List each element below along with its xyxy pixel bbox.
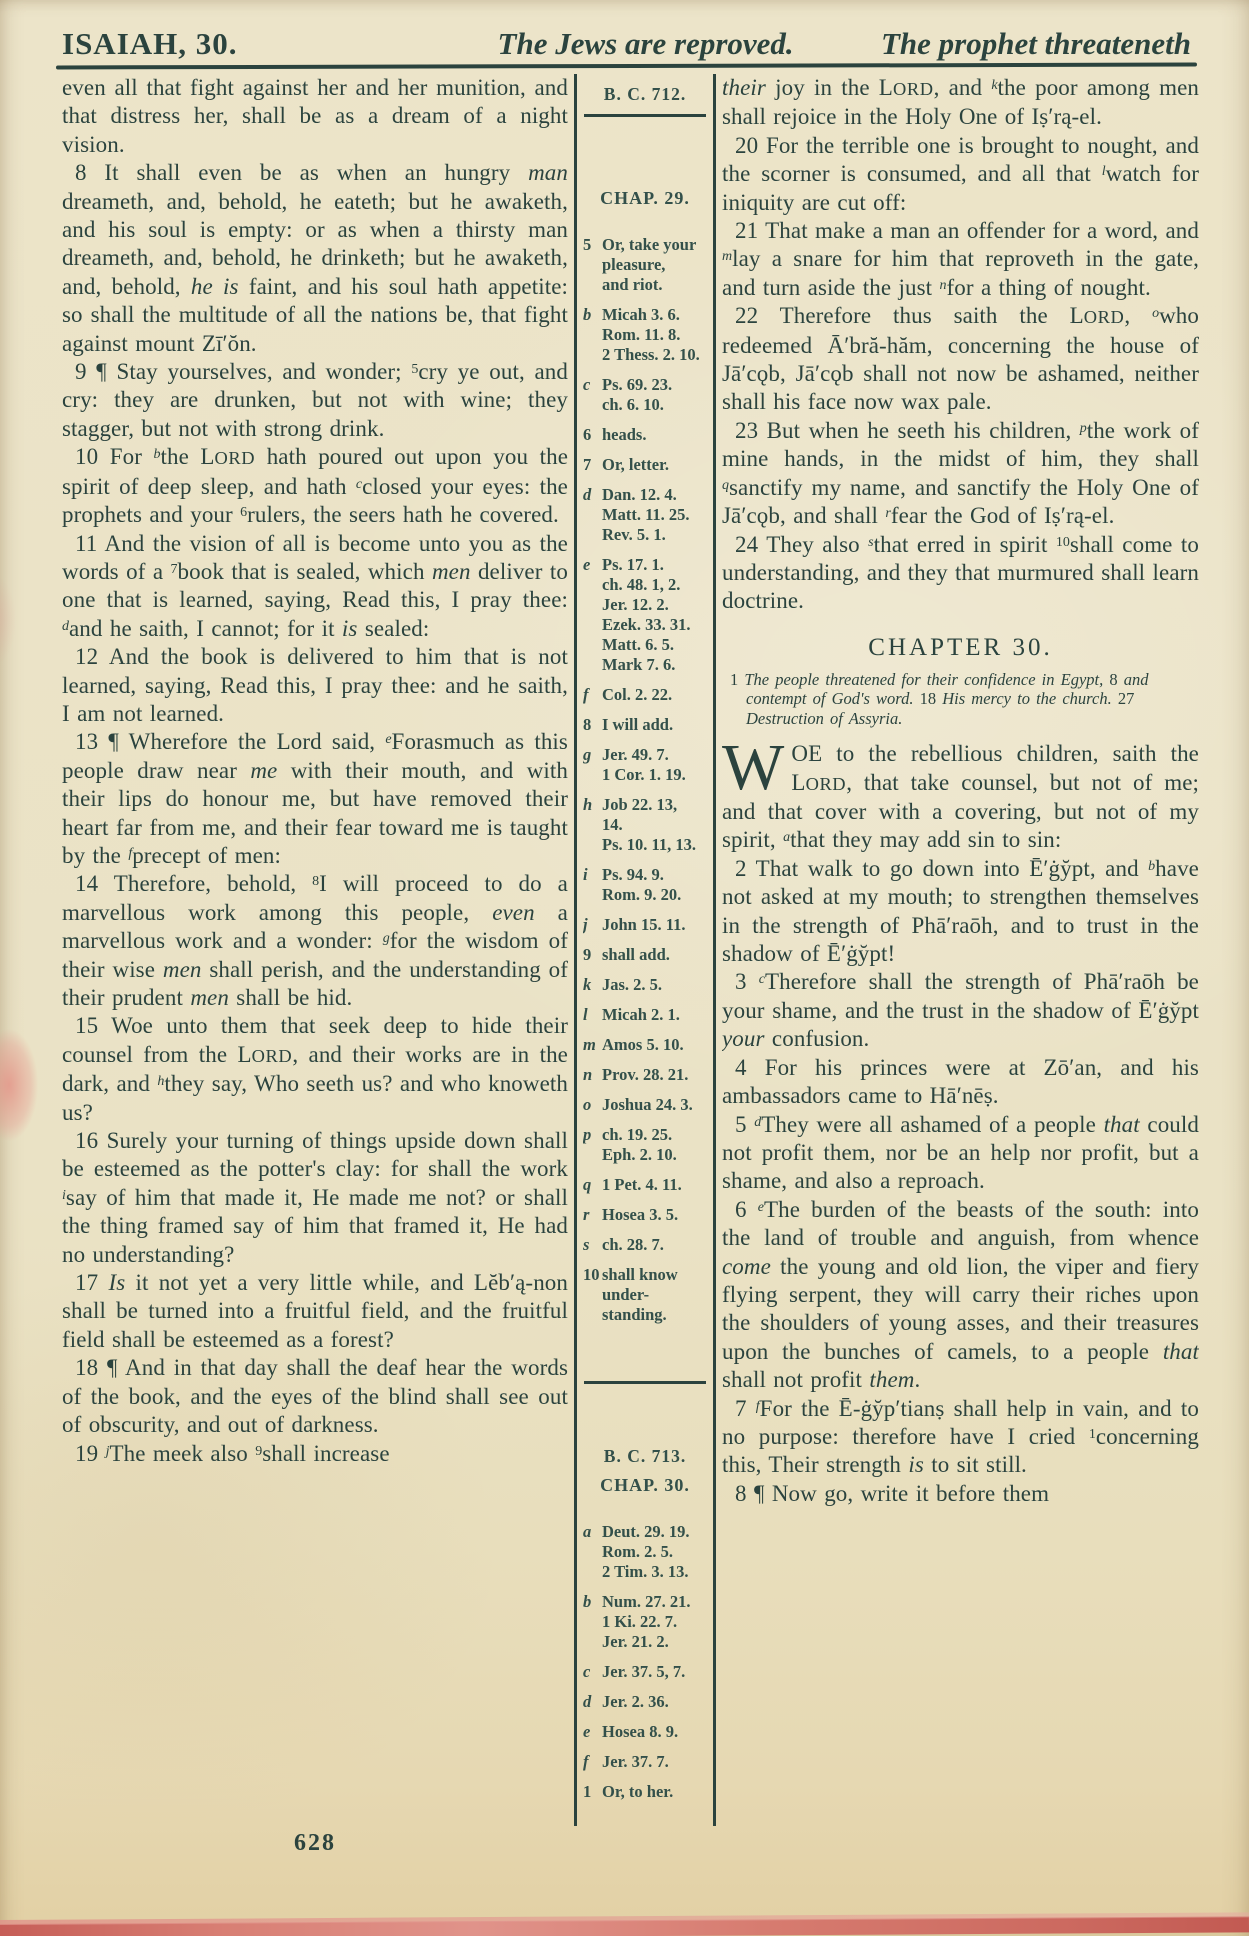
note-line: Matt. 6. 5. xyxy=(602,635,674,654)
note-line: shall add. xyxy=(602,945,670,964)
margin-note xyxy=(583,1205,707,1225)
note-tag: d xyxy=(583,485,592,504)
margin-note xyxy=(583,1752,707,1772)
margin-note xyxy=(583,915,707,935)
note-line: Job 22. 13, xyxy=(602,795,678,814)
page-number: 628 xyxy=(294,1830,336,1856)
note-tag: g xyxy=(583,745,592,764)
note-tag: 7 xyxy=(583,455,592,474)
footnote-marker: k xyxy=(991,78,998,93)
note-tag: b xyxy=(583,1592,592,1611)
note-line: ch. 28. 7. xyxy=(602,1235,664,1254)
verse: WOE to the rebellious children, saith the LORD, that take counsel, but not of me; and that cover with a covering, but not of my spirit, $^a$that they may add sin to sin: xyxy=(722,731,1199,853)
note-tag: 5 xyxy=(583,235,592,254)
verse: even all that fight against her and her munition, and that distress her, shall be as a dream of a night vision. xyxy=(62,75,568,157)
note-line: Ezek. 33. 31. xyxy=(602,615,691,634)
verse: 18 ¶ And in that day shall the deaf hear the words of the book, and the eyes of the blind shall see out of obscurity, and out of darkness. xyxy=(62,1355,568,1438)
verse: 23 But when he seeth his children, $^p$the work of mine hands, in the midst of him, they shall $^q$sanctify my name, and sanctify the Holy One of Jā′cǫb, and shall $^r$fear the God of Iṣ′rą-el. xyxy=(722,417,1199,529)
verse: 8 It shall even be as when an hungry man dreameth, and, behold, he eateth; but he awaketh, and his soul is empty: or as when a thirsty man dreameth, and, behold, he drinketh; but he awaketh, and, behold, he is faint, and his soul hath appetite: so shall the multitude of all the nations be, that fight against mount Zī′ŏn. xyxy=(62,160,568,356)
book-chapter-title: ISAIAH, 30. xyxy=(62,26,238,61)
note-line: pleasure, xyxy=(602,255,666,274)
verse: 13 ¶ Wherefore the Lord said, $^e$Forasmuch as this people draw near me with their mouth, and with their lips do honour me, but have removed their heart far from me, and their fear toward me is taught by the $^f$precept of men: xyxy=(62,729,568,868)
chapter-30-summary: 1 The people threatened for their confidence in Egypt, 8 and contempt of God's word. 18 His mercy to the church. 27 Destruction of Assyria. xyxy=(730,669,1149,728)
verse: 5 $^d$They were all ashamed of a people that could not profit them, nor be an help nor profit, but a shame, and also a reproach. xyxy=(722,1111,1199,1194)
margin-note xyxy=(583,235,707,295)
note-line: and riot. xyxy=(602,275,663,294)
chap-30-verses xyxy=(722,731,1199,1508)
running-head-right: The prophet threateneth xyxy=(880,26,1191,61)
footnote-marker: n xyxy=(939,277,947,293)
verse: their joy in the LORD, and $^k$the poor among men shall rejoice in the Holy One of Iṣ′rą-el. xyxy=(722,75,1199,130)
margin-note xyxy=(583,795,707,855)
margin-note xyxy=(583,865,707,905)
margin-note xyxy=(583,1782,707,1802)
margin-note xyxy=(583,1035,707,1055)
note-line: Ps. 94. 9. xyxy=(602,865,664,884)
margin-note xyxy=(583,455,707,475)
footnote-marker: a xyxy=(783,830,791,846)
page-edge-smudge-faint xyxy=(0,560,24,680)
note-line: Jer. 49. 7. xyxy=(602,745,669,764)
margin-notes-chap-30 xyxy=(583,1522,707,1802)
verse: 7 $^f$For the Ē-ġy̆p′tianṣ shall help in vain, and to no purpose: therefore have I cried $^1$concerning this, Their strength is to sit still. xyxy=(722,1395,1199,1478)
margin-note xyxy=(583,1235,707,1255)
drop-cap: W xyxy=(722,731,785,805)
verse: 6 $^e$The burden of the beasts of the south: into the land of trouble and anguish, from whence come the young and old lion, the viper and fiery flying serpent, they will carry their riches upon the shoulders of young asses, and their treasures upon the bunches of camels, to a people that shall not profit them. xyxy=(722,1196,1199,1393)
bc-date-bottom: B. C. 713. xyxy=(603,1446,687,1466)
note-line: Col. 2. 22. xyxy=(602,685,673,704)
left-text-column xyxy=(62,74,568,1826)
column-divider-left xyxy=(574,74,577,1826)
note-tag: m xyxy=(583,1035,596,1054)
note-line: ch. 48. 1, 2. xyxy=(602,575,681,594)
margin-note xyxy=(583,1522,707,1582)
note-tag: h xyxy=(583,795,593,814)
page-edge-smudge xyxy=(0,1010,48,1160)
note-line: Rom. 11. 8. xyxy=(602,325,681,344)
verse: 10 For $^b$the LORD hath poured out upon you the spirit of deep sleep, and hath $^c$closed your eyes: the prophets and your $^6$rulers, the seers hath he covered. xyxy=(62,444,568,528)
footnote-marker: c xyxy=(758,972,765,988)
footnote-marker: p xyxy=(1079,420,1087,436)
note-line: standing. xyxy=(602,1305,667,1324)
margin-note xyxy=(583,425,707,445)
chap-30-label: CHAP. 30. xyxy=(600,1475,690,1495)
running-head-left: The Jews are reproved. xyxy=(497,26,794,61)
verse: 17 Is it not yet a very little while, and Lĕb′ą-non shall be turned into a fruitful field, and the fruitful field shall be esteemed as a forest? xyxy=(62,1270,568,1352)
footnote-marker: m xyxy=(722,249,733,265)
footnote-marker: i xyxy=(62,1187,66,1203)
footnote-marker: 1 xyxy=(1088,1426,1096,1442)
note-tag: f xyxy=(583,1752,589,1771)
verse: 12 And the book is delivered to him that is not learned, saying, Read this, I pray thee: and he saith, I am not learned. xyxy=(62,644,568,726)
note-line: Rom. 9. 20. xyxy=(602,885,682,904)
note-line: I will add. xyxy=(602,715,674,734)
header-rule xyxy=(56,63,1197,70)
note-line: Or, letter. xyxy=(602,455,670,474)
page-header xyxy=(62,26,1191,62)
margin-note xyxy=(583,745,707,785)
footnote-marker: 10 xyxy=(1055,534,1070,550)
footnote-marker: 5 xyxy=(411,362,419,378)
footnote-marker: f xyxy=(128,845,133,861)
chap-29-verses xyxy=(722,74,1199,616)
note-line: Or, take your xyxy=(602,235,697,254)
note-line: Prov. 28. 21. xyxy=(602,1065,689,1084)
footnote-marker: r xyxy=(885,506,891,522)
right-text-column xyxy=(722,74,1199,1826)
note-tag: e xyxy=(583,1722,591,1741)
note-line: Micah 3. 6. xyxy=(602,305,680,324)
note-line: Jer. 12. 2. xyxy=(602,595,669,614)
note-tag: c xyxy=(583,375,591,394)
footnote-marker: 8 xyxy=(312,874,320,890)
verse: 19 $^j$The meek also $^9$shall increase xyxy=(75,1440,390,1466)
note-tag: i xyxy=(583,865,588,884)
bc-date-top: B. C. 712. xyxy=(603,84,687,104)
margin-note xyxy=(583,485,707,545)
note-tag: p xyxy=(583,1125,592,1144)
margin-note xyxy=(583,975,707,995)
bc-rule xyxy=(584,114,706,117)
note-line: Rev. 5. 1. xyxy=(602,525,666,544)
footnote-marker: 7 xyxy=(170,561,178,577)
note-line: Hosea 8. 9. xyxy=(602,1722,679,1741)
reference-column-divider xyxy=(584,1381,706,1384)
note-tag: 1 xyxy=(583,1782,592,1801)
margin-note xyxy=(583,1175,707,1195)
note-tag: l xyxy=(583,1005,588,1024)
note-tag: 10 xyxy=(583,1265,600,1284)
verse: 22 Therefore thus saith the LORD, $^o$who redeemed Ā′bră-hăm, concerning the house of Jā′cǫb, Jā′cǫb shall not now be ashamed, neither shall his face now wax pale. xyxy=(722,303,1199,415)
note-line: Jer. 37. 5, 7. xyxy=(602,1662,686,1681)
note-line: Amos 5. 10. xyxy=(602,1035,684,1054)
footnote-marker: b xyxy=(153,447,161,463)
note-line: ch. 6. 10. xyxy=(602,395,664,414)
text-columns xyxy=(62,74,1199,1826)
note-line: Ps. 17. 1. xyxy=(602,555,664,574)
verse: 14 Therefore, behold, $^8$I will proceed to do a marvellous work among this people, even a marvellous work and a wonder: $^g$for the wisdom of their wise men shall perish, and the understanding of their prudent men shall be hid. xyxy=(62,871,568,1010)
margin-note xyxy=(583,1125,707,1165)
note-line: Mark 7. 6. xyxy=(602,655,676,674)
note-tag: d xyxy=(583,1692,592,1711)
footnote-marker: b xyxy=(1148,858,1156,874)
reference-column xyxy=(583,74,707,1826)
note-tag: k xyxy=(583,975,592,994)
note-tag: n xyxy=(583,1065,593,1084)
verse: 20 For the terrible one is brought to nought, and the scorner is consumed, and all that $^l$watch for iniquity are cut off: xyxy=(722,132,1199,215)
chapter-30-heading: CHAPTER 30. xyxy=(868,633,1053,661)
margin-note xyxy=(583,555,707,675)
note-line: Ps. 69. 23. xyxy=(602,375,673,394)
column-divider-right xyxy=(713,74,716,1826)
verse: 21 That make a man an offender for a word, and $^m$lay a snare for him that reproveth in the gate, and turn aside the just $^n$for a thing of nought. xyxy=(722,218,1199,300)
footnote-marker: 9 xyxy=(255,1443,263,1459)
margin-note xyxy=(583,1265,707,1325)
note-tag: 8 xyxy=(583,715,592,734)
verse: 24 They also $^s$that erred in spirit $^{10}$shall come to understanding, and they that murmured shall learn doctrine. xyxy=(722,531,1199,614)
note-line: Jas. 2. 5. xyxy=(602,975,663,994)
page-bottom-red-edge xyxy=(0,1916,1249,1936)
note-line: Num. 27. 21. xyxy=(602,1592,691,1611)
verse: 11 And the vision of all is become unto you as the words of a $^7$book that is sealed, which men deliver to one that is learned, saying, Read this, I pray thee: $^d$and he saith, I cannot; for it is sealed: xyxy=(62,530,568,641)
note-tag: a xyxy=(583,1522,592,1541)
verse: 4 For his princes were at Zō′an, and his ambassadors came to Hā′nēṣ. xyxy=(722,1054,1199,1109)
margin-note xyxy=(583,1005,707,1025)
note-line: Jer. 37. 7. xyxy=(602,1752,669,1771)
note-line: 2 Tim. 3. 13. xyxy=(602,1562,689,1581)
margin-note xyxy=(583,1722,707,1742)
note-tag: f xyxy=(583,685,589,704)
margin-note xyxy=(583,1095,707,1115)
note-tag: o xyxy=(583,1095,592,1114)
footnote-marker: l xyxy=(1101,164,1106,180)
note-line: Micah 2. 1. xyxy=(602,1005,680,1024)
margin-note xyxy=(583,945,707,965)
margin-note xyxy=(583,1065,707,1085)
footnote-marker: h xyxy=(157,1074,165,1090)
footnote-marker: s xyxy=(868,534,874,550)
chap-29-label: CHAP. 29. xyxy=(600,188,690,208)
footnote-marker: f xyxy=(755,1398,760,1414)
footnote-marker: o xyxy=(1152,306,1160,322)
note-line: Jer. 2. 36. xyxy=(602,1692,669,1711)
note-tag: r xyxy=(583,1205,590,1224)
note-line: John 15. 11. xyxy=(602,915,686,934)
note-line: Deut. 29. 19. xyxy=(602,1522,690,1541)
note-line: Matt. 11. 25. xyxy=(602,505,690,524)
margin-note xyxy=(583,715,707,735)
footnote-marker: c xyxy=(355,476,363,492)
note-line: 1 Pet. 4. 11. xyxy=(602,1175,682,1194)
note-line: 14. xyxy=(602,815,623,834)
footnote-marker: 6 xyxy=(240,505,248,521)
verse: 16 Surely your turning of things upside down shall be esteemed as the potter's clay: for shall the work $^i$say of him that made it, He made me not? or shall the thing framed say of him that framed it, He had no understanding? xyxy=(62,1128,568,1267)
note-line: Or, to her. xyxy=(602,1782,674,1801)
note-line: 1 Ki. 22. 7. xyxy=(602,1612,678,1631)
note-line: Joshua 24. 3. xyxy=(602,1095,693,1114)
margin-note xyxy=(583,685,707,705)
note-line: Hosea 3. 5. xyxy=(602,1205,679,1224)
footnote-marker: d xyxy=(754,1114,762,1130)
note-line: 1 Cor. 1. 19. xyxy=(602,765,686,784)
note-tag: 6 xyxy=(583,425,592,444)
margin-notes-chap-29 xyxy=(583,235,707,1325)
verse: 8 ¶ Now go, write it before them xyxy=(735,1480,1050,1506)
margin-note xyxy=(583,1692,707,1712)
note-line: Ps. 10. 11, 13. xyxy=(602,835,696,854)
margin-note xyxy=(583,375,707,415)
verse: 2 That walk to go down into Ē′ġy̆pt, and $^b$have not asked at my mouth; to strengthen themselves in the strength of Phā′raōh, and to trust in the shadow of Ē′ġy̆pt! xyxy=(722,855,1199,967)
verse: 15 Woe unto them that seek deep to hide their counsel from the LORD, and their works are in the dark, and $^h$they say, Who seeth us? and who knoweth us? xyxy=(62,1013,568,1125)
note-tag: j xyxy=(583,915,588,934)
margin-note xyxy=(583,305,707,365)
note-line: ch. 19. 25. xyxy=(602,1125,673,1144)
note-line: Jer. 21. 2. xyxy=(602,1632,669,1651)
margin-note xyxy=(583,1592,707,1652)
note-line: shall know xyxy=(602,1265,678,1284)
note-tag: b xyxy=(583,305,592,324)
margin-note xyxy=(583,1662,707,1682)
note-line: 2 Thess. 2. 10. xyxy=(602,345,700,364)
note-line: Dan. 12. 4. xyxy=(602,485,677,504)
footnote-marker: d xyxy=(62,618,69,634)
note-tag: q xyxy=(583,1175,592,1194)
note-line: Eph. 2. 10. xyxy=(602,1145,677,1164)
footnote-marker: q xyxy=(722,477,729,493)
verse: 3 $^c$Therefore shall the strength of Phā′raōh be your shame, and the trust in the shadow of Ē′ġy̆pt your confusion. xyxy=(722,969,1199,1052)
note-line: Rom. 2. 5. xyxy=(602,1542,674,1561)
footnote-marker: e xyxy=(385,732,392,748)
note-tag: c xyxy=(583,1662,591,1681)
footnote-marker: g xyxy=(382,931,390,947)
note-line: under- xyxy=(602,1285,650,1304)
note-tag: e xyxy=(583,555,591,574)
footnote-marker: j xyxy=(105,1443,110,1459)
note-line: heads. xyxy=(602,425,647,444)
note-tag: s xyxy=(583,1235,590,1254)
footnote-marker: e xyxy=(757,1199,764,1215)
note-tag: 9 xyxy=(583,945,592,964)
verse: 9 ¶ Stay yourselves, and wonder; $^5$cry ye out, and cry: they are drunken, but not with wine; they stagger, but not with strong drink. xyxy=(62,359,568,441)
